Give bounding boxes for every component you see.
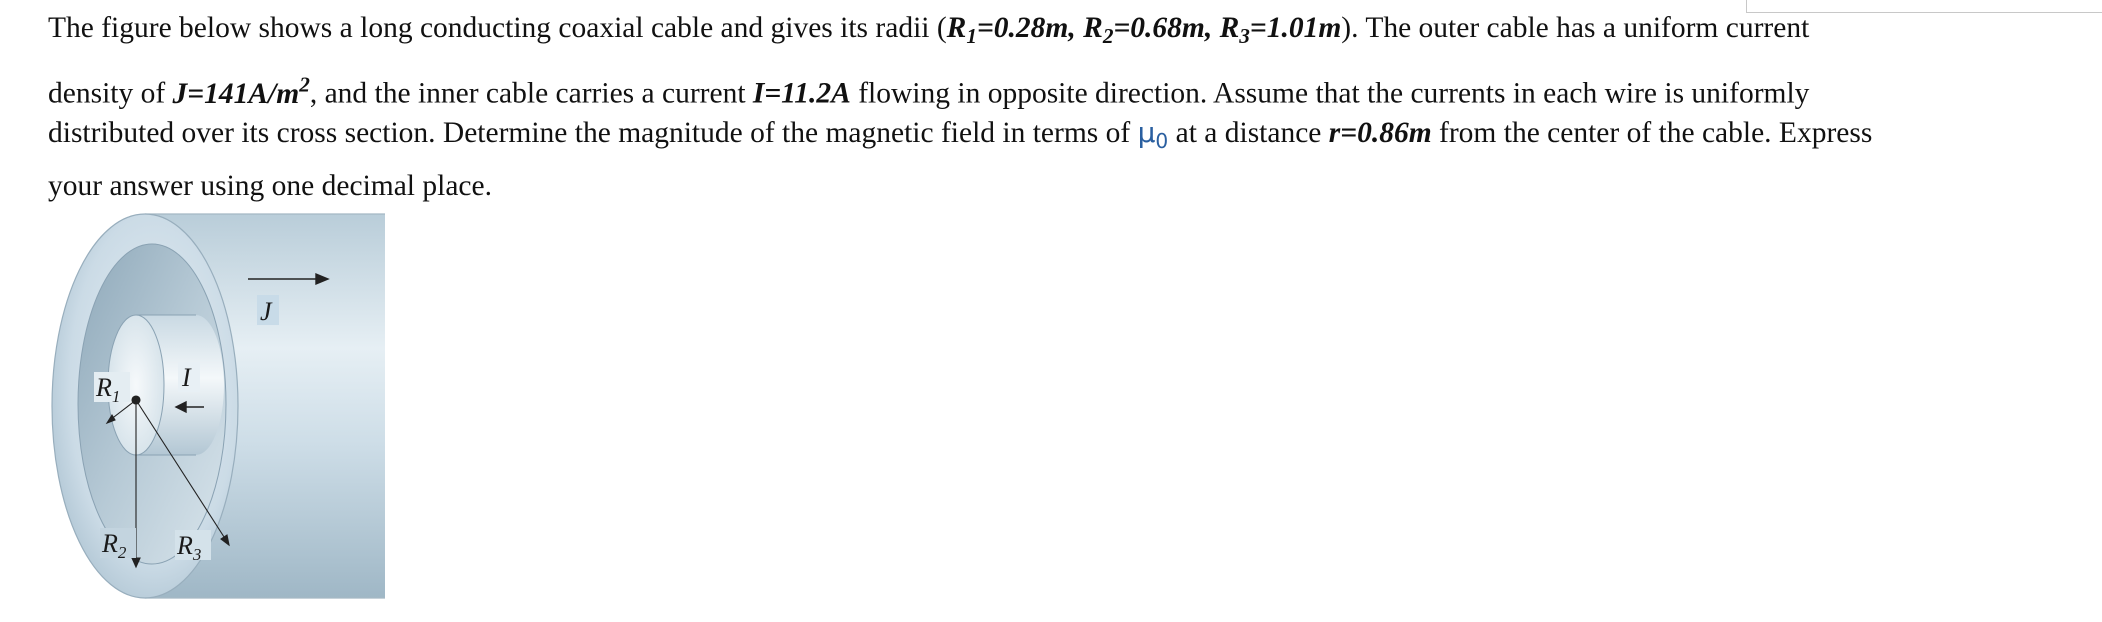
label-i: I bbox=[182, 363, 191, 392]
label-j: J bbox=[260, 297, 272, 326]
question-line-2: density of $J=141A/m^2$, and the inner cable carries a current I=11.2A flowing in opposite direction. Assume that the currents in each wire is uniformly bbox=[48, 71, 1810, 110]
current-value: I=11.2A bbox=[752, 77, 851, 110]
question-text bbox=[48, 6, 2078, 208]
question-line-1: The figure below shows a long conducting coaxial cable and gives its radii ($R_1=0.28m$, $R_2=0.68m$, $R_3=1.01m$). The outer cable has a uniform current bbox=[48, 12, 1810, 48]
distance-value: r=0.86m bbox=[1328, 116, 1432, 149]
radius-r2: $R_2=0.68m$, bbox=[1083, 12, 1220, 48]
label-r2: $R_2$ bbox=[102, 529, 127, 562]
label-r1: $R_1$ bbox=[96, 373, 121, 406]
current-density-value: $J=141A/m^2$ bbox=[172, 71, 310, 110]
question-line-3: distributed over its cross section. Determine the magnitude of the magnetic field in terms of $\mu_0$ at a distance r=0.86m from the center of the cable. Express bbox=[48, 115, 1873, 153]
label-r3: $R_3$ bbox=[177, 531, 202, 564]
coaxial-cable-figure bbox=[50, 212, 386, 600]
radius-r1: $R_1=0.28m$, bbox=[946, 12, 1084, 48]
mu-zero-symbol: $\mu_0$ bbox=[1137, 115, 1169, 153]
question-line-4: your answer using one decimal place. bbox=[48, 169, 492, 202]
radius-r3: $R_3=1.01m$ bbox=[1219, 12, 1342, 48]
